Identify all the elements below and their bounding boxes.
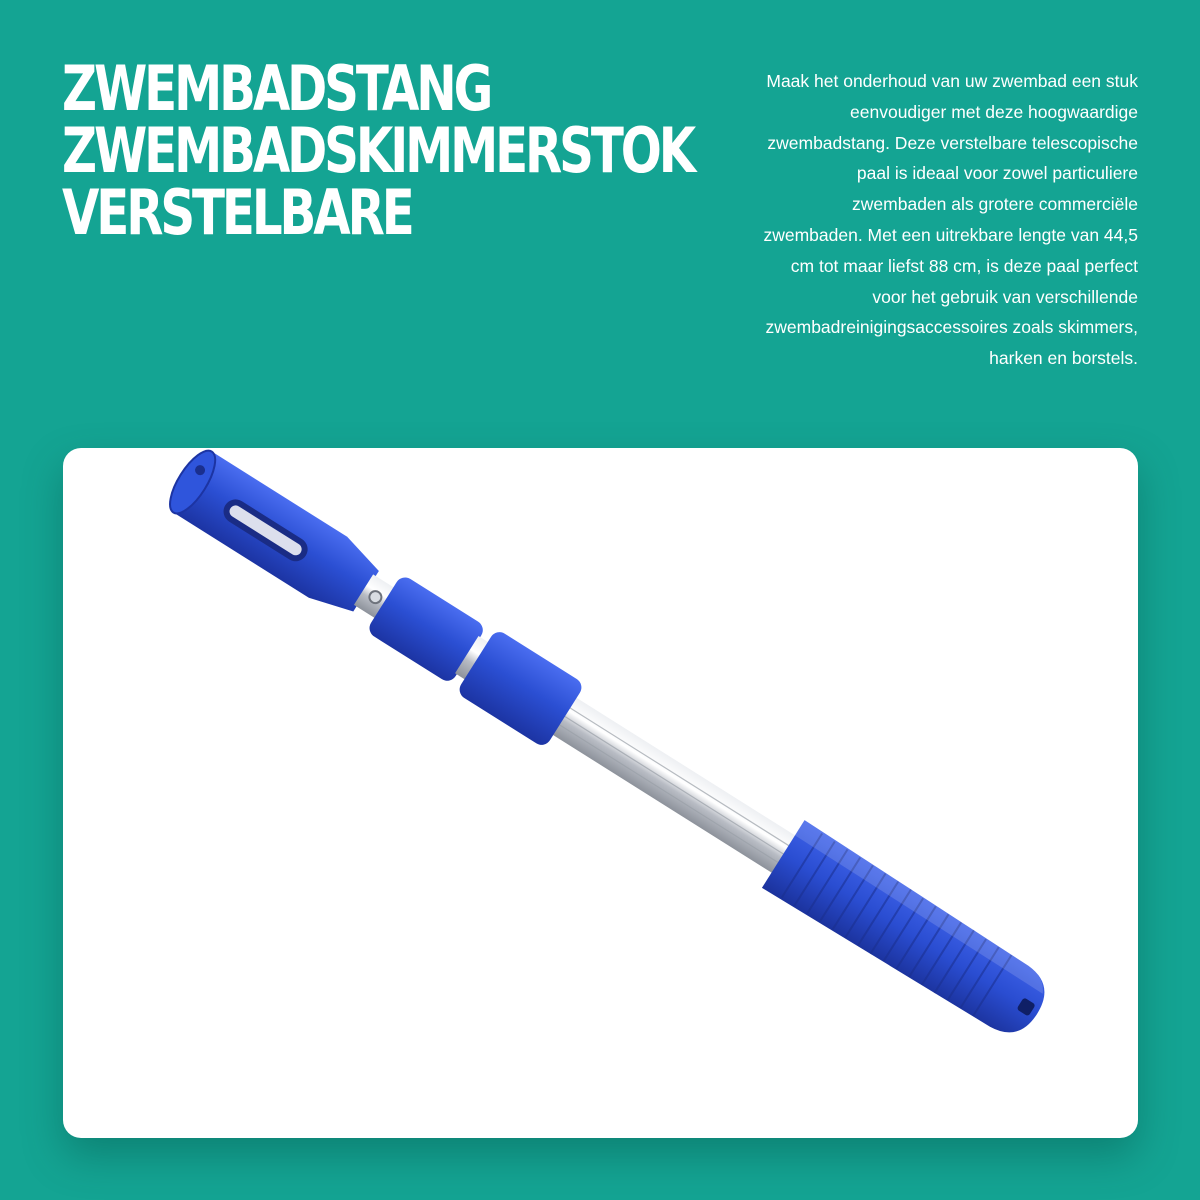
telescopic-pool-pole-illustration [63, 448, 1138, 1138]
title-line-3: VERSTELBARE [62, 176, 412, 249]
grip-handle [762, 820, 1058, 1048]
title-line-1: ZWEMBADSTANG [62, 52, 491, 125]
product-description: Maak het onderhoud van uw zwembad een stuk eenvoudiger met deze hoogwaardige zwembadstang. Deze verstelbare telescopische paal is ideaal voor zowel particuliere zwembaden als grotere commerciële zwembaden. Met een uitrekbare lengte van 44,5 cm tot maar liefst 88 cm, is deze paal perfect voor het gebruik van verschillende zwembadreinigingsaccessoires zoals skimmers, harken en borstels. [763, 71, 1138, 369]
title-line-2: ZWEMBADSKIMMERSTOK [62, 114, 694, 187]
product-title [62, 52, 694, 249]
product-image-card [63, 448, 1138, 1138]
